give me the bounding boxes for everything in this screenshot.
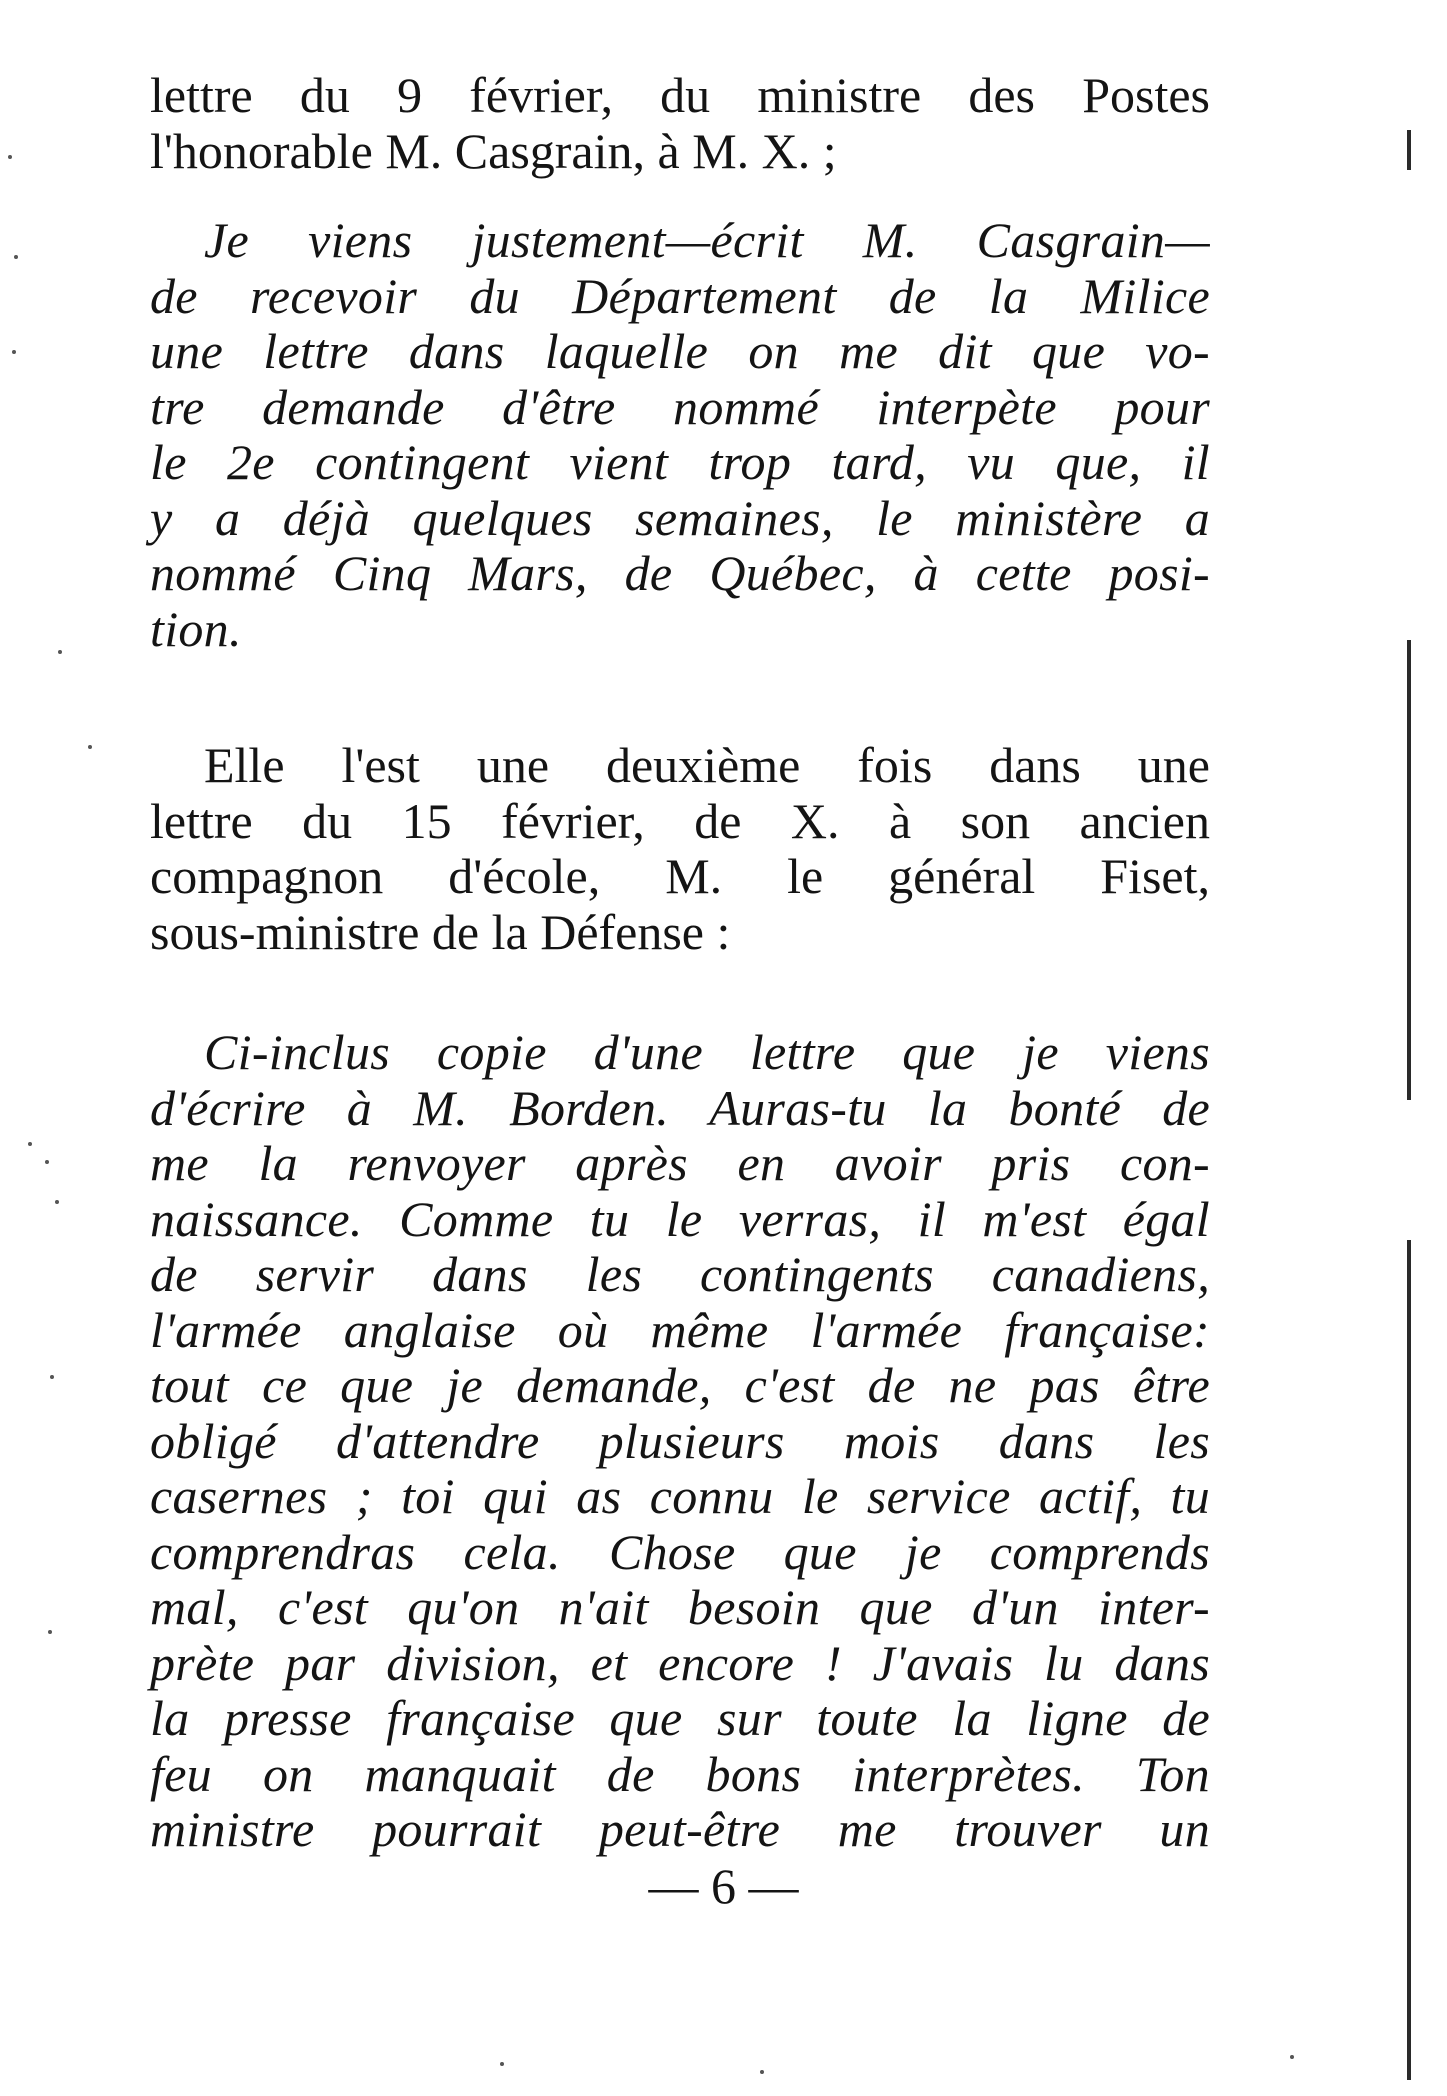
text-line: le 2e contingent vient trop tard, vu que, il [150, 434, 1210, 490]
quoted-letter-fiset [150, 1025, 1210, 1858]
scan-speck [50, 1375, 54, 1379]
scan-speck [88, 745, 92, 749]
text-line: sous-ministre de la Défense : [150, 903, 731, 960]
text-line: lettre du 15 février, de X. à son ancien [150, 792, 1210, 849]
text-line: mal, c'est qu'on n'ait besoin que d'un inter- [150, 1579, 1210, 1635]
text-line: obligé d'attendre plusieurs mois dans les [150, 1412, 1210, 1469]
text-line: d'écrire à M. Borden. Auras-tu la bonté de [150, 1079, 1210, 1136]
text-line: me la renvoyer après en avoir pris con- [150, 1135, 1210, 1191]
text-line: lettre du 9 février, du ministre des Postes [150, 67, 1210, 123]
scan-speck [55, 1200, 59, 1204]
scan-edge-mark [1407, 130, 1411, 170]
text-line: comprendras cela. Chose que je comprends [150, 1523, 1210, 1580]
text-line: de servir dans les contingents canadiens, [150, 1246, 1210, 1302]
text-line: tre demande d'être nommé interpète pour [150, 378, 1210, 435]
intro-paragraph [150, 68, 1210, 179]
scan-speck [48, 1630, 52, 1634]
text-line: ministre pourrait peut-être me trouver un [150, 1801, 1210, 1857]
scan-speck [45, 1160, 49, 1164]
text-line: Ci-inclus copie d'une lettre que je viens [204, 1024, 1210, 1080]
text-line: la presse française que sur toute la ligne de [150, 1690, 1210, 1746]
scan-edge-mark [1407, 640, 1411, 1100]
quoted-letter-casgrain [150, 213, 1210, 657]
scan-speck [14, 255, 18, 259]
text-line: Je viens justement—écrit M. Casgrain— [204, 212, 1210, 268]
text-line: feu on manquait de bons interprètes. Ton [150, 1745, 1210, 1802]
text-line: prète par division, et encore ! J'avais lu dans [150, 1634, 1210, 1691]
scan-speck [12, 350, 16, 354]
scan-speck [760, 2070, 764, 2074]
text-line: casernes ; toi qui as connu le service actif, tu [150, 1468, 1210, 1524]
body-paragraph [150, 738, 1210, 960]
scan-speck [500, 2062, 504, 2066]
text-line: nommé Cinq Mars, de Québec, à cette posi- [150, 545, 1210, 601]
text-line: tout ce que je demande, c'est de ne pas être [150, 1357, 1210, 1413]
scan-speck [28, 1142, 32, 1146]
scan-speck [1290, 2055, 1294, 2059]
text-line: y a déjà quelques semaines, le ministère a [150, 489, 1210, 546]
text-line: naissance. Comme tu le verras, il m'est égal [150, 1190, 1210, 1247]
scan-speck [8, 155, 12, 159]
text-line: tion. [150, 600, 242, 657]
text-line: l'honorable M. Casgrain, à M. X. ; [150, 122, 837, 179]
scan-speck [58, 650, 62, 654]
text-line: compagnon d'école, M. le général Fiset, [150, 848, 1210, 904]
scan-edge-mark [1407, 1240, 1411, 2080]
text-line: une lettre dans laquelle on me dit que vo- [150, 323, 1210, 379]
text-line: de recevoir du Département de la Milice [150, 267, 1210, 324]
text-line: Elle l'est une deuxième fois dans une [204, 737, 1210, 793]
text-line: l'armée anglaise où même l'armée française: [150, 1301, 1210, 1358]
page-number: — 6 — [648, 1858, 799, 1914]
